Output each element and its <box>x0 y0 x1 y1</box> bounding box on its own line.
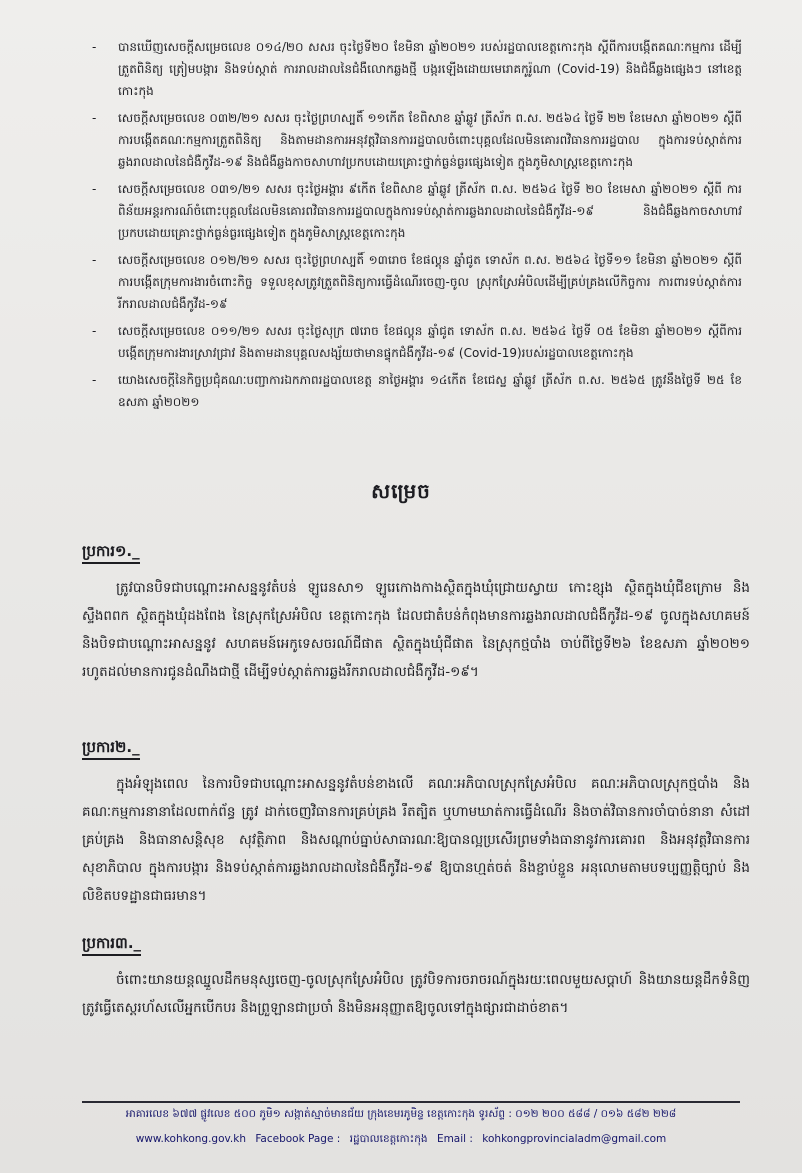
reference-list <box>92 36 742 418</box>
footer-address: អាគារលេខ ៦៧៧ ផ្លូវលេខ ៥០០ ភូមិ១ សង្កាត់ស្មាច់មានជ័យ ក្រុងខេមរភូមិន្ទ ខេត្តកោះកុង ទូរស័ព្ទ : ០១២ ២០០ ៥៨៨ / ០១៦ ៥៨២ ២២៨ <box>125 1108 677 1120</box>
reference-item <box>92 369 742 413</box>
decision-title: សម្រេច <box>371 479 431 503</box>
article-1 <box>82 540 750 686</box>
website-link[interactable]: www.kohkong.gov.kh <box>135 1133 246 1145</box>
reference-text: សេចក្តីសម្រេចលេខ ០១២/២១ សសរ ចុះថ្ងៃព្រហស្បតិ៍ ១៣រោច ខែផល្គុន ឆ្នាំជូត ទោស័ក ព.ស. ២៥៦៤ ថ្ងៃទី១១ ខែមិនា ឆ្នាំ២០២១ ស្តីពី ការបង្កើតក្រុមការងារចំពោះកិច្ច ទទួលខុសត្រូវត្រួតពិនិត្យការធ្វើដំណើរចេញ-ចូល ស្រុកស្រែអំបិលដើម្បីគ្រប់គ្រងលើកិច្ចការ ការពារទប់ស្កាត់ការរីករាលដាលជំងឺកូវីដ-១៩ <box>118 253 742 311</box>
facebook-label: Facebook Page : <box>255 1133 341 1145</box>
bullet: - <box>92 253 97 267</box>
reference-item <box>92 36 742 102</box>
reference-item <box>92 107 742 173</box>
reference-item <box>92 178 742 244</box>
article-label: ប្រការ១._ <box>82 540 140 564</box>
footer-contacts <box>0 1133 802 1148</box>
article-3 <box>82 932 750 1022</box>
article-text: ក្នុងអំឡុងពេល នៃការបិទជាបណ្តោះអាសន្ននូវតំបន់ខាងលើ គណៈអភិបាលស្រុកស្រែអំបិល គណៈអភិបាលស្រុកថ្មបាំង និងគណៈកម្មការនានាដែលពាក់ព័ន្ធ ត្រូវ ដាក់ចេញវិធានការគ្រប់គ្រង រឹតត្បិត ឬហាមឃាត់ការធ្វើដំណើរ និងចាត់វិធានការចាំបាច់នានា សំដៅគ្រប់គ្រង និងធានាសន្តិសុខ សុវត្ថិភាព និងសណ្តាប់ធ្នាប់សាធារណៈឱ្យបានល្អប្រសើរព្រមទាំងធានានូវការគោរព និងអនុវត្តវិធានការសុខាភិបាល ក្នុងការបង្ការ និងទប់ស្កាត់ការឆ្លងរាលដាលនៃជំងឺកូវីដ-១៩ ឱ្យបានហ្មត់ចត់ និងខ្ជាប់ខ្ជួន អនុលោមតាមបទប្បញ្ញត្តិច្បាប់ និងលិខិតបទដ្ឋានជាធរមាន។ <box>82 776 750 904</box>
article-text: ត្រូវបានបិទជាបណ្តោះអាសន្ននូវតំបន់ ឡូរេនសា១ ឡូរេកោងកាងស្ថិតក្នុងឃុំជ្រោយស្វាយ កោះខ្សុង ស្ថិតក្នុងឃុំជីខក្រោម និងស្ទឹងពពក ស្ថិតក្នុងឃុំដងពែង នៃស្រុកស្រែអំបិល ខេត្តកោះកុង ដែលជាតំបន់កំពុងមានការឆ្លងរាលដាលជំងឺកូវីដ-១៩ ចូលក្នុងសហគមន៍ និងបិទជាបណ្តោះអាសន្ននូវ សហគមន៍អេកូទេសចរណ៍ជីផាត ស្ថិតក្នុងឃុំជីផាត នៃស្រុកថ្មបាំង ចាប់ពីថ្ងៃទី២៦ ខែឧសភា ឆ្នាំ២០២១ រហូតដល់មានការជូនដំណឹងជាថ្មី ដើម្បីទប់ស្កាត់ការឆ្លងរីករាលដាលជំងឺកូវីដ-១៩។ <box>82 580 750 680</box>
reference-text: សេចក្តីសម្រេចលេខ ០១១/២១ សសរ ចុះថ្ងៃសុក្រ ៧រោច ខែផល្គុន ឆ្នាំជូត ទោស័ក ព.ស. ២៥៦៤ ថ្ងៃទី ០៥ ខែមិនា ឆ្នាំ២០២១ ស្តីពីការបង្កើតក្រុមការងារស្រាវជ្រាវ និងតាមដានបុគ្គលសង្ស័យថាមានផ្ទុកជំងឺកូវីដ-១៩ (Covid-19)របស់រដ្ឋបាលខេត្តកោះកុង <box>118 324 743 360</box>
reference-item <box>92 320 742 364</box>
reference-item <box>92 249 742 315</box>
bullet: - <box>92 40 97 54</box>
article-label: ប្រការ៣._ <box>82 932 141 956</box>
footer-divider <box>82 1101 740 1103</box>
bullet: - <box>92 324 97 338</box>
facebook-link[interactable]: រដ្ឋបាលខេត្តកោះកុង <box>349 1133 428 1145</box>
email-link[interactable]: kohkongprovincialadm@gmail.com <box>482 1133 667 1145</box>
reference-text: សេចក្តីសម្រេចលេខ ០៣១/២១ សសរ ចុះថ្ងៃអង្គារ ៩កើត ខែពិសាខ ឆ្នាំឆ្លូវ ត្រីស័ក ព.ស. ២៥៦៤ ថ្ងៃទី ២០ ខែមេសា ឆ្នាំ២០២១ ស្តីពី ការពិន័យអន្តរការណ៍ចំពោះបុគ្គលដែលមិនគោរពវិធានការរដ្ឋបាលក្នុងការទប់ស្កាត់ការឆ្លងរាលដាលនៃជំងឺកូវីដ-១៩ និងជំងឺឆ្លងកាចសាហាវប្រកបដោយគ្រោះថ្នាក់ធ្ងន់ធ្ងរផ្សេងទៀត ក្នុងភូមិសាស្ត្រខេត្តកោះកុង <box>118 182 742 240</box>
reference-text: បានឃើញសេចក្តីសម្រេចលេខ ០១៤/២០ សសរ ចុះថ្ងៃទី២០ ខែមិនា ឆ្នាំ២០២១ របស់រដ្ឋបាលខេត្តកោះកុង ស្តីពីការបង្កើតគណៈកម្មការ ដើម្បីត្រួតពិនិត្យ ត្រៀមបង្ការ និងទប់ស្កាត់ ការរាលដាលនៃជំងឺលោកឆ្លងថ្មី បង្ករឡើងដោយមេរោគកូរ៉ូណា (Covid-19) និងជំងឺឆ្លងផ្សេងៗ នៅខេត្តកោះកុង <box>118 40 742 98</box>
reference-text: សេចក្តីសម្រេចលេខ ០៣២/២១ សសរ ចុះថ្ងៃព្រហស្បតិ៍ ១១កើត ខែពិសាខ ឆ្នាំឆ្លូវ ត្រីស័ក ព.ស. ២៥៦៤ ថ្ងៃទី ២២ ខែមេសា ឆ្នាំ២០២១ ស្តីពី ការបង្កើតគណៈកម្មការត្រួតពិនិត្យ និងតាមដានការអនុវត្តវិធានការរដ្ឋបាលចំពោះបុគ្គលដែលមិនគោរពវិធានការរដ្ឋបាល ក្នុងការទប់ស្កាត់ការឆ្លងរាលដាលនៃជំងឺកូវីដ-១៩ និងជំងឺឆ្លងកាចសាហាវប្រកបដោយគ្រោះថ្នាក់ធ្ងន់ធ្ងរផ្សេងទៀត ក្នុងភូមិសាស្ត្រខេត្តកោះកុង <box>118 111 742 169</box>
article-2 <box>82 736 750 910</box>
reference-text: យោងសេចក្តីនៃកិច្ចប្រជុំគណៈបញ្ជាការឯកភាពរដ្ឋបាលខេត្ត នាថ្ងៃអង្គារ ១៤កើត ខែជេស្ឋ ឆ្នាំឆ្លូវ ត្រីស័ក ព.ស. ២៥៦៥ ត្រូវនឹងថ្ងៃទី ២៥ ខែ ឧសភា ឆ្នាំ២០២១ <box>118 373 742 409</box>
bullet: - <box>92 373 97 387</box>
bullet: - <box>92 111 97 125</box>
article-text: ចំពោះយានយន្តឈ្នួលដឹកមនុស្សចេញ-ចូលស្រុកស្រែអំបិល ត្រូវបិទការចរាចរណ៍ក្នុងរយៈពេលមួយសប្តាហ៍ និងយានយន្តដឹកទំនិញត្រូវធ្វើតេស្តរហ័សលើអ្នកបើកបរ និងព្រួឡានជាប្រចាំ និងមិនអនុញ្ញាតឱ្យចូលទៅក្នុងផ្សារជាដាច់ខាត។ <box>82 972 750 1016</box>
bullet: - <box>92 182 97 196</box>
email-label: Email : <box>436 1133 473 1145</box>
article-label: ប្រការ២._ <box>82 736 140 760</box>
